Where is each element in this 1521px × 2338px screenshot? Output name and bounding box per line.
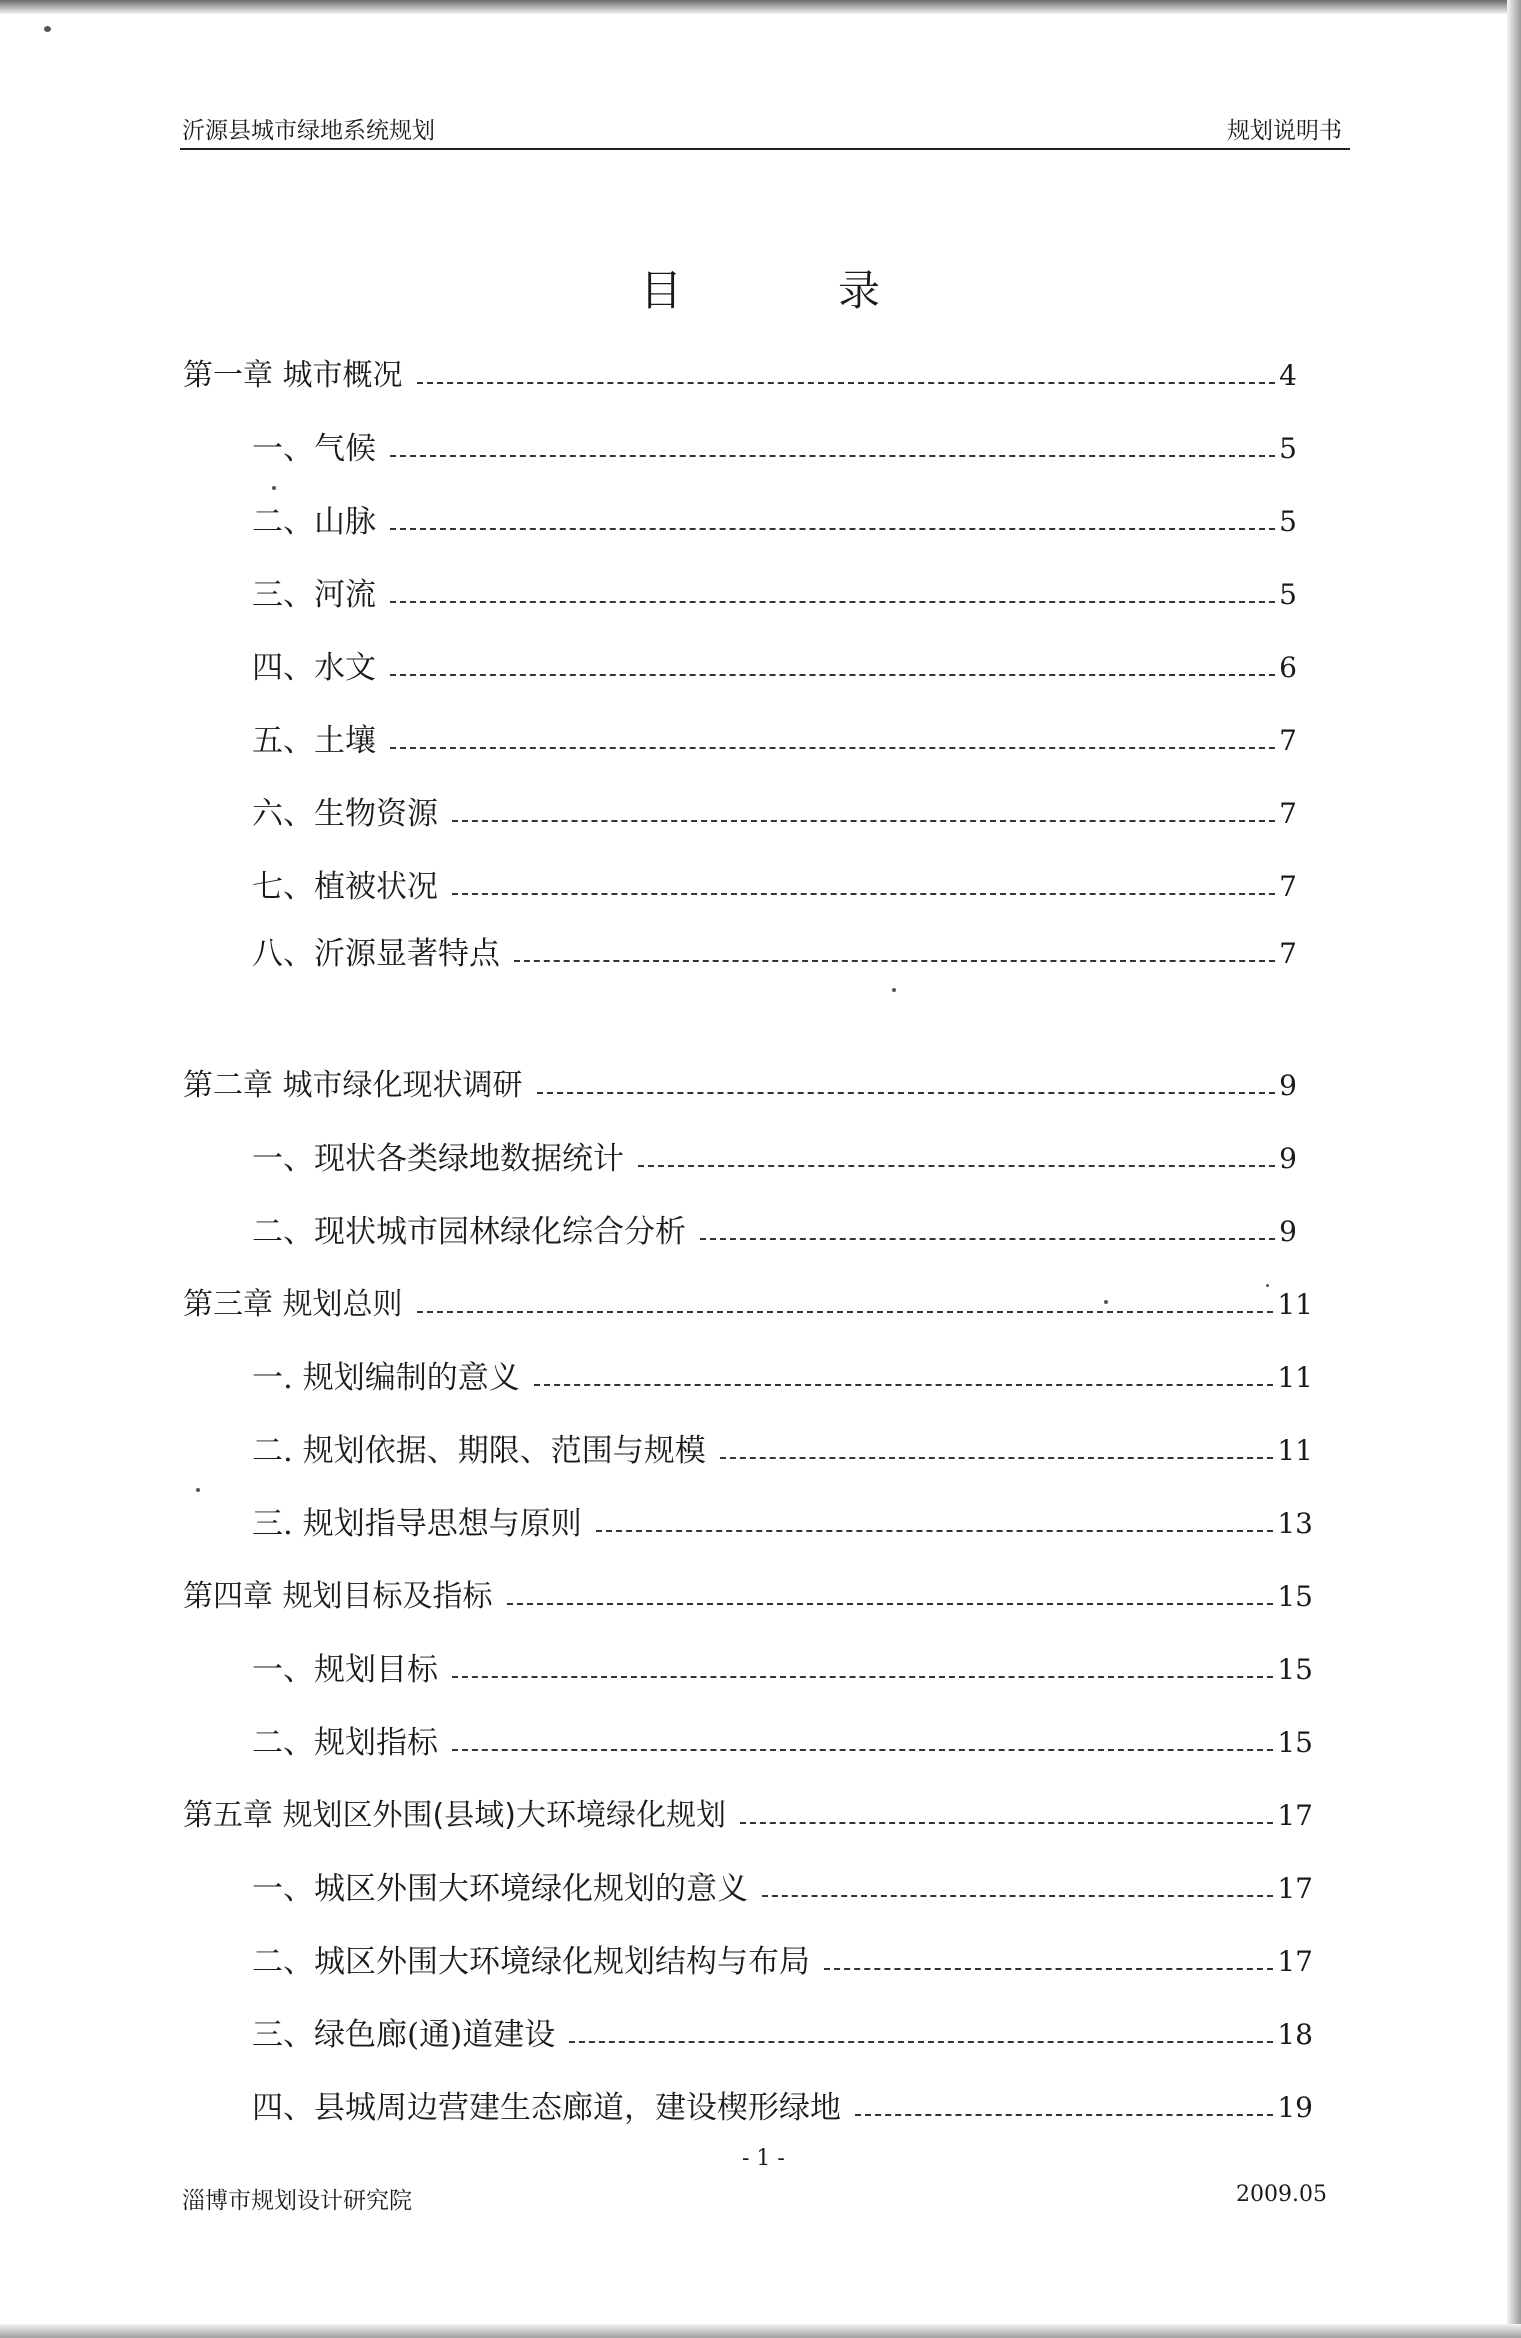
toc-leader-dashes [534,1383,1274,1386]
toc-entry[interactable] [252,1717,1313,1763]
toc-leader-dashes [417,381,1276,384]
toc-entry-label: 第一章 城市概况 [183,358,403,393]
toc-entry-page: 11 [1277,1288,1313,1321]
toc-entry[interactable] [252,1206,1297,1252]
toc-entry-label: 六、生物资源 [252,796,438,832]
toc-entry-label: 七、植被状况 [252,869,438,905]
toc-entry-label: 八、沂源显著特点 [252,936,500,972]
toc-leader-dashes [855,2113,1273,2116]
toc-leader-dashes [514,959,1275,962]
toc-entry-page: 7 [1279,724,1297,757]
footer-date: 2009.05 [1236,2182,1327,2207]
toc-leader-dashes [390,527,1275,530]
toc-entry-page: 11 [1277,1361,1313,1394]
toc-entry[interactable] [183,1571,1313,1617]
toc-entry[interactable] [252,1498,1313,1544]
toc-entry-label: 一、城区外围大环境绿化规划的意义 [252,1871,748,1907]
toc-entry[interactable] [252,2082,1313,2128]
toc-entry-label: 第四章 规划目标及指标 [183,1579,493,1614]
toc-entry[interactable] [252,642,1297,688]
toc-entry[interactable] [252,1425,1313,1471]
toc-entry-page: 11 [1277,1434,1313,1467]
toc-entry-label: 一、规划目标 [252,1652,438,1688]
toc-leader-dashes [507,1602,1274,1605]
toc-entry[interactable] [252,715,1297,761]
toc-entry-page: 15 [1277,1580,1313,1613]
toc-leader-dashes [638,1164,1275,1167]
toc-entry[interactable] [252,1133,1297,1179]
toc-entry-label: 二、现状城市园林绿化综合分析 [252,1214,686,1250]
toc-entry[interactable] [252,1936,1313,1982]
toc-entry-label: 二、城区外围大环境绿化规划结构与布局 [252,1944,810,1980]
footer-institute: 淄博市规划设计研究院 [182,2188,412,2214]
toc-entry[interactable] [252,569,1297,615]
toc-leader-dashes [762,1894,1273,1897]
toc-entry-label: 一、气候 [252,431,376,467]
toc-entry-page: 7 [1279,870,1297,903]
toc-entry-page: 9 [1279,1215,1297,1248]
toc-entry[interactable] [183,1060,1297,1106]
toc-entry-label: 五、土壤 [252,723,376,759]
toc-title-char-1: 目 [640,266,683,315]
toc-leader-dashes [452,1748,1273,1751]
toc-entry[interactable] [252,1863,1313,1909]
toc-entry-page: 17 [1277,1799,1313,1832]
toc-entry[interactable] [183,1279,1313,1325]
toc-leader-dashes [537,1091,1276,1094]
toc-leader-dashes [452,819,1275,822]
toc-leader-dashes [390,600,1275,603]
toc-entry-page: 15 [1277,1726,1313,1759]
toc-entry[interactable] [252,861,1297,907]
toc-entry-page: 5 [1279,578,1297,611]
toc-entry-label: 一. 规划编制的意义 [252,1360,520,1396]
toc-leader-dashes [720,1456,1274,1459]
toc-leader-dashes [596,1529,1274,1532]
toc-entry-page: 7 [1279,797,1297,830]
toc-entry-label: 三、绿色廊(通)道建设 [252,2017,556,2053]
toc-entry-label: 二、山脉 [252,504,376,540]
page-number: - 1 - [742,2146,785,2171]
toc-entry-label: 一、现状各类绿地数据统计 [252,1141,624,1177]
toc-entry[interactable] [252,1644,1313,1690]
toc-leader-dashes [390,746,1275,749]
toc-entry[interactable] [252,496,1297,542]
toc-entry-label: 二、规划指标 [252,1725,438,1761]
toc-entry-page: 18 [1277,2018,1313,2051]
toc-leader-dashes [452,892,1275,895]
toc-leader-dashes [569,2040,1273,2043]
toc-title-char-2: 录 [837,266,880,315]
toc-entry-label: 四、县城周边营建生态廊道，建设楔形绿地 [252,2090,841,2126]
toc-entry-page: 13 [1277,1507,1313,1540]
toc-entry-label: 三. 规划指导思想与原则 [252,1506,582,1542]
toc-entry-page: 5 [1279,505,1297,538]
toc-leader-dashes [700,1237,1275,1240]
header-document-type: 规划说明书 [1227,118,1342,144]
toc-entry[interactable] [252,928,1297,974]
toc-entry[interactable] [252,423,1297,469]
toc-leader-dashes [390,673,1275,676]
toc-entry-page: 17 [1277,1872,1313,1905]
header-document-title: 沂源县城市绿地系统规划 [182,118,435,144]
toc-entry[interactable] [252,2009,1313,2055]
toc-entry-page: 9 [1279,1069,1297,1102]
toc-entry-page: 5 [1279,432,1297,465]
toc-entry-page: 15 [1277,1653,1313,1686]
toc-entry-label: 第二章 城市绿化现状调研 [183,1068,523,1103]
toc-leader-dashes [824,1967,1273,1970]
toc-leader-dashes [452,1675,1273,1678]
toc-entry-page: 17 [1277,1945,1313,1978]
toc-entry-label: 四、水文 [252,650,376,686]
toc-entry[interactable] [183,350,1297,396]
toc-leader-dashes [417,1310,1274,1313]
toc-entry-page: 19 [1277,2091,1313,2124]
toc-entry-page: 7 [1279,937,1297,970]
toc-leader-dashes [740,1821,1273,1824]
toc-entry-label: 第三章 规划总则 [183,1287,403,1322]
toc-entry-label: 二. 规划依据、期限、范围与规模 [252,1433,706,1469]
toc-entry-page: 9 [1279,1142,1297,1175]
toc-entry-label: 三、河流 [252,577,376,613]
toc-entry[interactable] [252,1352,1313,1398]
toc-entry-page: 6 [1279,651,1297,684]
toc-entry-page: 4 [1279,359,1297,392]
toc-leader-dashes [390,454,1275,457]
toc-entry[interactable] [183,1790,1313,1836]
toc-entry-label: 第五章 规划区外围(县域)大环境绿化规划 [183,1798,726,1833]
toc-entry[interactable] [252,788,1297,834]
